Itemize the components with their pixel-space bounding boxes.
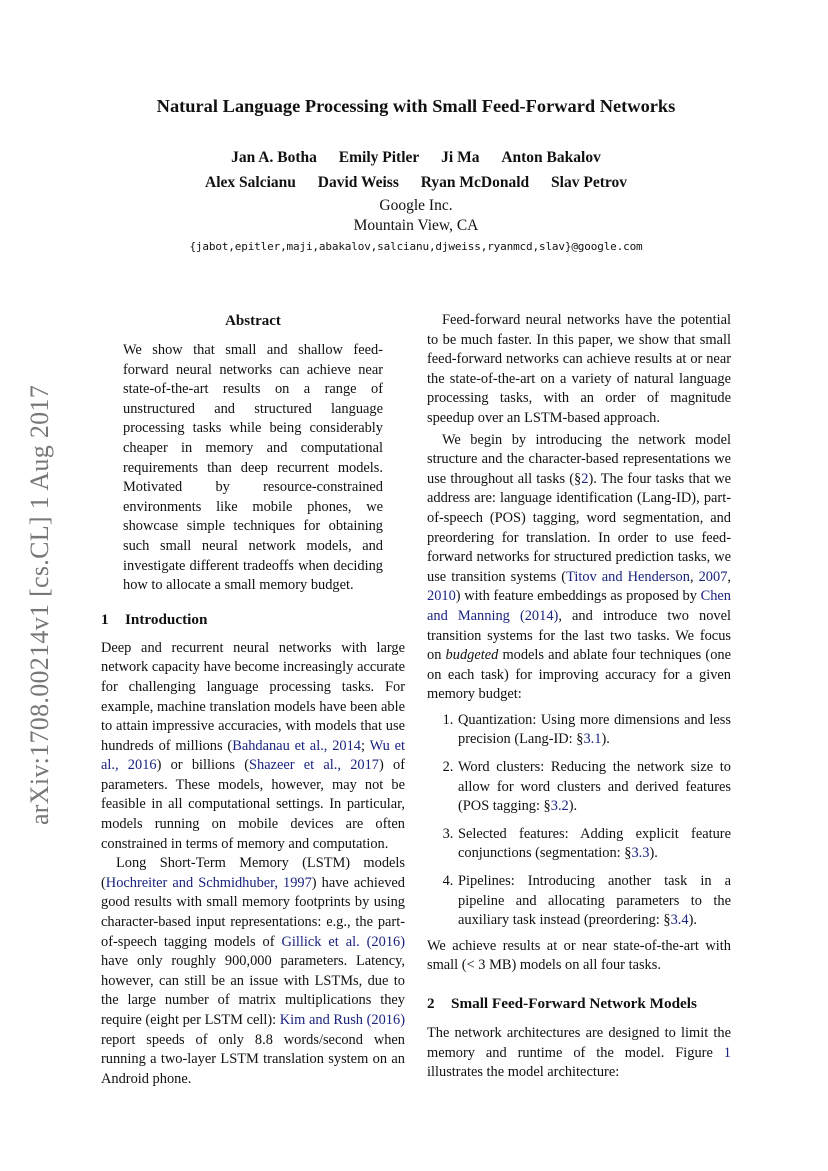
intro-paragraph-3: Feed-forward neural networks have the potential to be much faster. In this paper, we show that small feed-forward networks can achieve results at or near the state-of-the-art on a variety of natural language processing tasks, with an order of magnitude speedup over an LSTM-based approach. <box>427 312 731 426</box>
authors-row-1 <box>100 149 732 167</box>
citation-link[interactable]: Gillick et al. (2016) <box>281 933 405 950</box>
arxiv-stamp-text: arXiv:1708.00214v1 [cs.CL] 1 Aug 2017 <box>25 384 54 826</box>
section2-paragraph-1 <box>427 1024 731 1083</box>
citation-link[interactable]: 2010 <box>427 588 456 605</box>
intro-paragraph-2 <box>101 854 405 1089</box>
section-number: 1 <box>101 610 109 628</box>
text-run: Pipelines: Introducing another task in a pipeline and allocating parameters to the auxiliary task instead (preordering: § <box>458 873 731 929</box>
text-run: ; <box>361 737 370 754</box>
text-run: , <box>689 568 699 585</box>
figure-link[interactable]: 1 <box>723 1044 731 1061</box>
text-run: have only roughly 900,000 parameters. Latency, however, can still be an issue with LSTMs, due to the large number of matrix multiplications they require (eight per LSTM cell): <box>101 953 405 1028</box>
list-item <box>457 758 731 817</box>
intro-paragraph-1 <box>101 639 405 855</box>
citation-link[interactable]: Shazeer et al., 2017 <box>249 757 379 774</box>
section-heading-introduction <box>101 610 405 630</box>
text-run: ) have achieved good results with small memory footprints by using character-based input representations: e.g., the part-of-speech tagging models of <box>101 874 405 950</box>
author-name: Alex Salcianu <box>205 174 296 191</box>
author-name: Ji Ma <box>441 149 480 166</box>
section-link[interactable]: 3.2 <box>550 798 569 815</box>
text-run: illustrates the model architecture: <box>427 1064 620 1081</box>
citation-link[interactable]: 2007 <box>698 568 728 585</box>
text-run: report speeds of only 8.8 words/second when running a two-layer LSTM translation system on an Android phone. <box>101 1031 405 1087</box>
text-run: ) of parameters. These models, however, may not be feasible in all computational settings. In particular, models running on mobile devices are often constrained in terms of memory and computation. <box>101 757 405 852</box>
affiliation-org: Google Inc. <box>379 197 453 214</box>
section-title: Small Feed-Forward Network Models <box>451 995 697 1012</box>
author-name: Slav Petrov <box>551 174 627 191</box>
paper-title: Natural Language Processing with Small Feed-Forward Networks <box>156 96 676 116</box>
text-run: Word clusters: Reducing the network size to allow for word clusters and derived features (POS tagging: § <box>458 759 731 815</box>
citation-link[interactable]: Chen and Manning (2014) <box>427 588 731 624</box>
text-run: Deep and recurrent neural networks with large network capacity have become increasingly accurate for challenging language processing tasks. For example, machine translation models have been able to attain impressive accuracies, with models that use hundreds of millions ( <box>101 639 405 754</box>
section-number: 2 <box>427 995 435 1012</box>
section-link[interactable]: 3.3 <box>631 845 650 862</box>
text-run: ). <box>688 912 697 929</box>
intro-paragraph-5: We achieve results at or near state-of-the-art with small (< 3 MB) models on all four tasks. <box>427 937 731 974</box>
citation-link[interactable]: Wu et al., 2016 <box>101 737 405 774</box>
section-link[interactable]: 3.1 <box>583 731 602 748</box>
author-name: Emily Pitler <box>338 149 420 166</box>
text-run: The network architectures are designed to limit the memory and runtime of the model. Figure <box>427 1025 731 1061</box>
text-run: , <box>727 568 731 585</box>
text-run: ). <box>649 845 658 862</box>
citation-link[interactable]: Hochreiter and Schmidhuber, 1997 <box>105 874 312 891</box>
abstract-heading: Abstract <box>225 313 281 329</box>
citation-link[interactable]: Titov and Henderson <box>566 568 690 585</box>
right-column <box>427 311 731 1083</box>
section-title: Introduction <box>125 610 208 628</box>
text-run: ) with feature embeddings as proposed by <box>455 588 701 605</box>
contributions-list <box>427 711 731 931</box>
text-run: ). <box>568 798 578 815</box>
arxiv-stamp <box>18 365 62 845</box>
intro-paragraph-4 <box>427 431 731 705</box>
author-name: Anton Bakalov <box>501 149 601 166</box>
citation-link[interactable]: Kim and Rush (2016) <box>279 1012 405 1028</box>
abstract-text: We show that small and shallow feed-forward neural networks can achieve near state-of-the-art results on a range of unstructured and structured language processing tasks while being considerably cheaper in memory and computational requirements than deep recurrent models. Motivated by resource-constrained environments like mobile phones, we showcase simple techniques for obtaining such small neural network models, and investigate different tradeoffs when deciding how to allocate a small memory budget. <box>123 342 383 594</box>
emphasis-text: budgeted <box>445 647 499 664</box>
authors-row-2 <box>100 174 732 192</box>
list-item <box>457 825 731 864</box>
section-link[interactable]: 3.4 <box>670 912 689 929</box>
text-run: , and introduce two novel transition systems for the last two tasks. We focus on <box>427 607 731 664</box>
text-run: ). The four tasks that we address are: language identification (Lang-ID), part-of-speech (POS) tagging, word segmentation, and preordering for translation. In order to use feed-forward networks for structured prediction tasks, we use transition systems ( <box>427 470 732 585</box>
author-name: Jan A. Botha <box>231 149 317 166</box>
author-name: David Weiss <box>317 174 399 191</box>
section-link[interactable]: 2 <box>581 470 589 487</box>
text-run: Selected features: Adding explicit feature conjunctions (segmentation: § <box>458 825 731 862</box>
author-name: Ryan McDonald <box>420 174 530 191</box>
author-emails: {jabot,epitler,maji,abakalov,salcianu,djweiss,ryanmcd,slav}@google.com <box>189 240 643 253</box>
left-column <box>101 311 405 1089</box>
text-run: We begin by introducing the network model structure and the character-based representations we use throughout all tasks (§ <box>427 431 731 487</box>
citation-link[interactable]: Bahdanau et al., 2014 <box>232 737 361 754</box>
text-run: Quantization: Using more dimensions and less precision (Lang-ID: § <box>458 711 731 748</box>
section-heading-small-ffn <box>427 994 731 1014</box>
affiliation-location: Mountain View, CA <box>353 217 479 234</box>
text-run: ) or billions ( <box>156 757 250 774</box>
text-run: models and ablate four techniques (one on each task) for improving accuracy for a given memory budget: <box>427 647 731 703</box>
list-item <box>457 872 731 931</box>
text-run: Long Short-Term Memory (LSTM) models ( <box>101 855 405 891</box>
text-run: ). <box>601 731 610 748</box>
list-item <box>457 711 731 750</box>
